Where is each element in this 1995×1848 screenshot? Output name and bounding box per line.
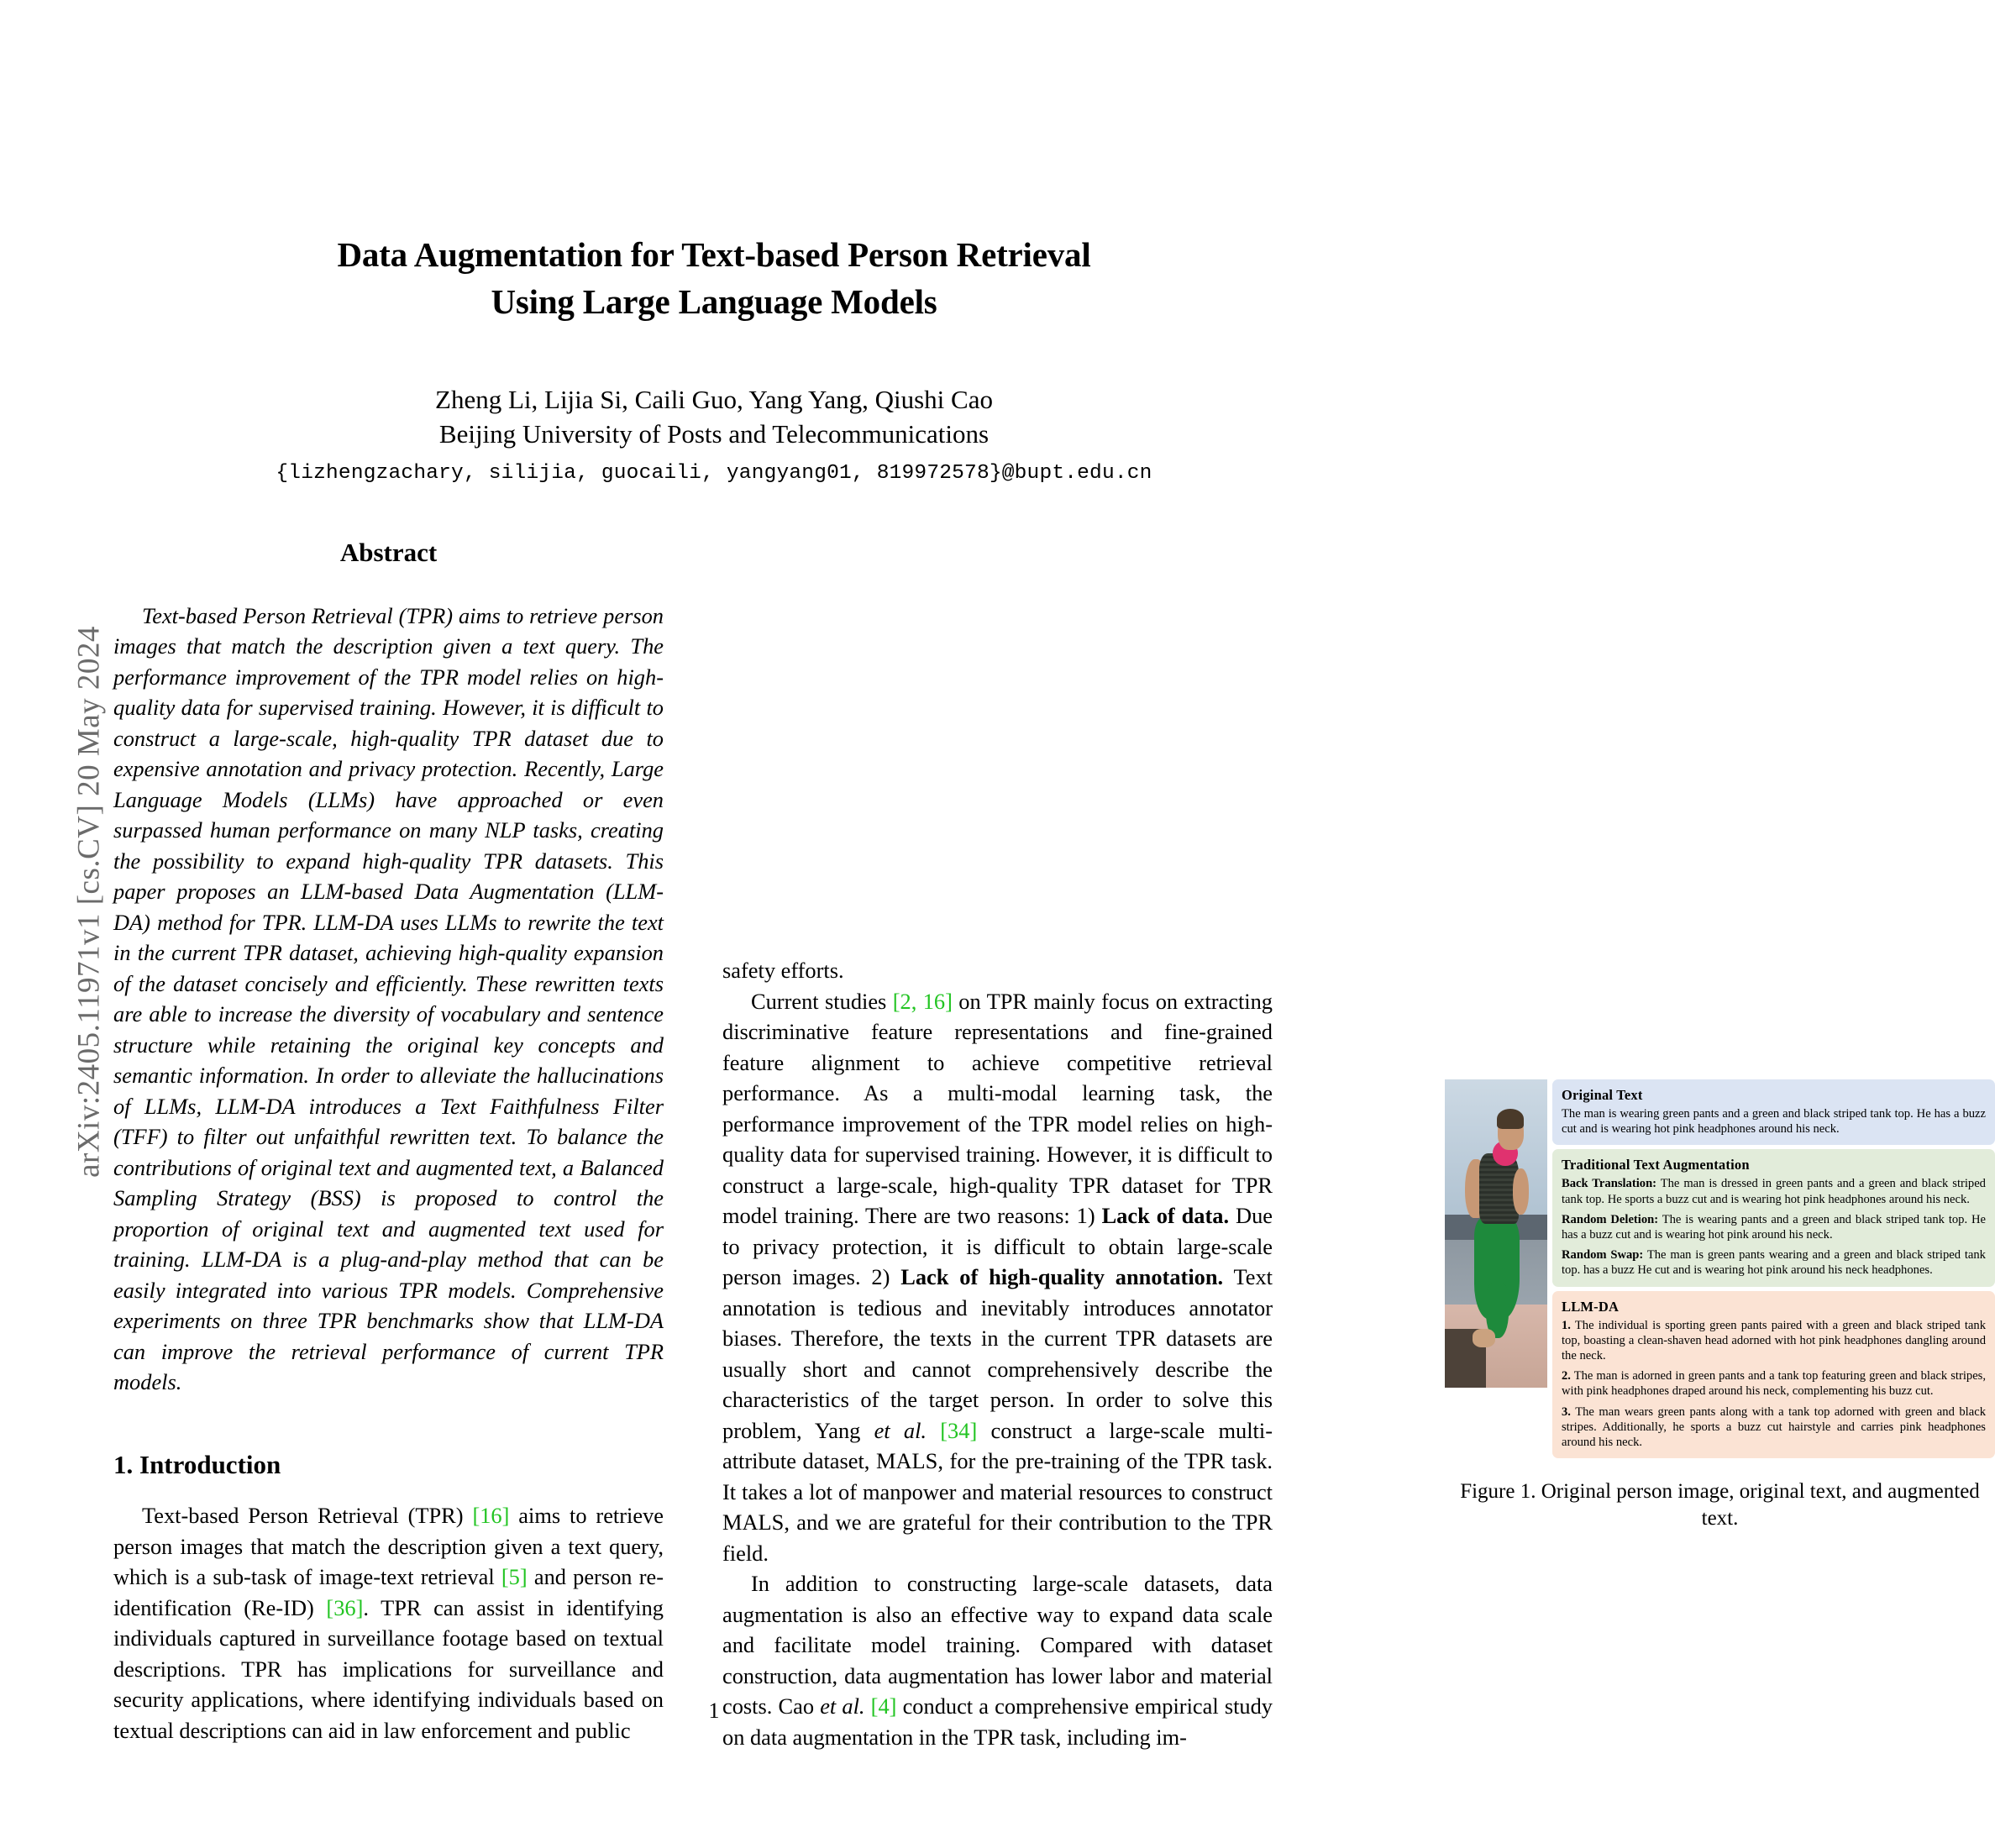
citation-ref[interactable]: [36] xyxy=(326,1594,364,1620)
body-text-run: Text-based Person Retrieval (TPR) xyxy=(142,1503,473,1528)
paper-title-line-2: Using Large Language Models xyxy=(491,282,937,321)
figure-panel-entry-label: 3. xyxy=(1562,1404,1571,1419)
figure-panel-entry-label: Random Swap: xyxy=(1562,1248,1644,1263)
emphasis-italic: et al. xyxy=(820,1693,865,1719)
body-text-run: . TPR can assist in identifying individuals captured in surveillance footage based on textual descriptions. TPR has implications for surveillance and security applications, where identifying individuals based on textual descriptions can aid in law enforcement and public xyxy=(113,1594,664,1743)
figure-panel-entry-label: 1. xyxy=(1562,1318,1571,1332)
paper-title xyxy=(176,231,1252,325)
abstract-heading: Abstract xyxy=(339,538,438,567)
figure-panel-entry-text: The is wearing pants and a green and black striped tank top. He has a buzz cut and is wearing hot pink around his neck. xyxy=(1562,1212,1986,1242)
figure-panel-title: Original Text xyxy=(1562,1087,1643,1103)
figure-panel-entry-text: The individual is sporting green pants paired with a green and black striped tank top, boasting a clean-shaven head adorned with hot pink headphones dangling around the neck. xyxy=(1562,1318,1986,1363)
figure-panel-entry xyxy=(1562,1247,1986,1278)
person-image xyxy=(1445,1079,1547,1388)
author-emails: {lizhengzachary, silijia, guocaili, yangyang01, 819972578}@bupt.edu.cn xyxy=(276,462,1152,485)
figure-panel-entry xyxy=(1562,1404,1986,1451)
figure-panel-entry-label: Back Translation: xyxy=(1562,1177,1657,1191)
body-text-run: aims to retrieve person images that match the description given a text query, which is a sub-task of image-text retrieval xyxy=(113,1503,664,1589)
figure-panel-entry-text: The man is dressed in green pants and a green and black striped tank top. He sports a buzz cut and is wearing hot pink headphones around his neck. xyxy=(1562,1177,1986,1206)
body-text-run xyxy=(927,1418,940,1443)
emphasis-italic: et al. xyxy=(874,1417,927,1443)
citation-ref[interactable]: [5] xyxy=(501,1564,528,1589)
photo-foot xyxy=(1473,1329,1495,1347)
figure-spacer xyxy=(722,538,1273,955)
body-text-run: on TPR mainly focus on extracting discriminative feature representations and fine-grained feature alignment to achieve competitive retrieval performance. As a multi-modal learning task, the performance improvement of the TPR model relies on high-quality data for supervised training. However, it is difficult to construct a large-scale, high-quality TPR dataset for TPR model training. There are two reasons: 1) xyxy=(722,988,1273,1228)
figure-caption: Figure 1. Original person image, original text, and augmented text. xyxy=(1460,1480,1980,1530)
figure-panel-entry-text: The man is wearing green pants and a green and black striped tank top. He has a buzz cut and is wearing hot pink headphones around his neck. xyxy=(1562,1107,1986,1137)
figure-panel-entry xyxy=(1562,1368,1986,1399)
figure-panel-entry-text: The man is adorned in green pants and a tank top featuring green and black stripes, with pink headphones draped around his neck, complementing his buzz cut. xyxy=(1562,1369,1986,1399)
figure-panel-entry xyxy=(1562,1212,1986,1242)
paper-title-line-1: Data Augmentation for Text-based Person Retrieval xyxy=(337,235,1091,274)
photo-arm-back xyxy=(1513,1168,1530,1215)
figure-panel-title: LLM-DA xyxy=(1562,1298,1620,1315)
figure-panel-title: Traditional Text Augmentation xyxy=(1562,1157,1750,1173)
figure-panel-entry-label: Random Deletion: xyxy=(1562,1212,1659,1226)
body-text-run: Text annotation is tedious and inevitably introduces annotator biases. Therefore, the texts in the current TPR datasets are usually short and cannot comprehensively describe the characteristics of the target person. In order to solve this problem, Yang xyxy=(722,1264,1273,1443)
body-text-run: and person re-identification (Re-ID) xyxy=(113,1564,664,1620)
figure-panel-entry xyxy=(1562,1318,1986,1364)
emphasis-bold: Lack of data. xyxy=(1101,1203,1230,1228)
figure-panel xyxy=(1552,1079,1995,1145)
introduction-paragraph-2 xyxy=(722,986,1273,1569)
author-block xyxy=(176,382,1252,491)
figure-text-panels xyxy=(1552,1079,1995,1458)
author-names: Zheng Li, Lijia Si, Caili Guo, Yang Yang, Qiushi Cao xyxy=(435,385,993,414)
citation-ref[interactable]: [2, 16] xyxy=(892,988,953,1014)
body-text-run: safety efforts. xyxy=(722,958,844,983)
left-column xyxy=(113,538,664,1746)
body-text-run: construct a large-scale multi-attribute dataset, MALS, for the pre-training of the TPR task. It takes a lot of manpower and material resources to construct MALS, and we are grateful for their contribution to the TPR field. xyxy=(722,1417,1273,1566)
arxiv-identifier-stamp: arXiv:2405.11971v1 [cs.CV] 20 May 2024 xyxy=(71,626,107,1178)
introduction-paragraph-1-continued xyxy=(722,955,1273,986)
introduction-heading: 1. Introduction xyxy=(113,1449,281,1479)
figure-1 xyxy=(1445,1079,1995,1532)
introduction-paragraph-3 xyxy=(722,1568,1273,1752)
figure-panel-entry xyxy=(1562,1176,1986,1206)
citation-ref[interactable]: [4] xyxy=(870,1693,897,1719)
emphasis-bold: Lack of high-quality annotation. xyxy=(900,1264,1224,1289)
citation-ref[interactable]: [16] xyxy=(472,1503,510,1528)
right-column xyxy=(722,538,1986,1752)
page-number: 1 xyxy=(708,1698,720,1723)
body-text-run: Due to privacy protection, it is difficult to obtain large-scale person images. 2) xyxy=(722,1203,1273,1289)
figure-panel xyxy=(1552,1149,1995,1286)
figure-panel xyxy=(1552,1291,1995,1459)
figure-panel-entry-text: The man wears green pants along with a tank top adorned with green and black stripes. Additionally, he sports a buzz cut hairstyle and carries pink headphones around his neck. xyxy=(1562,1404,1986,1450)
figure-panel-entry xyxy=(1562,1106,1986,1137)
author-affiliation: Beijing University of Posts and Telecommunications xyxy=(438,419,990,449)
figure-panel-entry-label: 2. xyxy=(1562,1369,1571,1383)
body-text-run: conduct a comprehensive empirical study on data augmentation in the TPR task, including im- xyxy=(722,1693,1273,1750)
abstract-text: Text-based Person Retrieval (TPR) aims to retrieve person images that match the description given a text query. The performance improvement of the TPR model relies on high-quality data for supervised training. However, it is difficult to construct a large-scale, high-quality TPR dataset due to expensive annotation and privacy protection. Recently, Large Language Models (LLMs) have approached or even surpassed human performance on many NLP tasks, creating the possibility to expand high-quality TPR datasets. This paper proposes an LLM-based Data Augmentation (LLM-DA) method for TPR. LLM-DA uses LLMs to rewrite the text in the current TPR dataset, achieving high-quality expansion of the dataset concisely and efficiently. These rewritten texts are able to increase the diversity of vocabulary and sentence structure while retaining the original key concepts and semantic information. In order to alleviate the hallucinations of LLMs, LLM-DA introduces a Text Faithfulness Filter (TFF) to filter out unfaithful rewritten text. To balance the contributions of original text and augmented text, a Balanced Sampling Strategy (BSS) is proposed to control the proportion of original text and augmented text used for training. LLM-DA is a plug-and-play method that can be easily integrated into various TPR models. Comprehensive experiments on three TPR benchmarks show that LLM-DA can improve the retrieval performance of current TPR models. xyxy=(113,602,664,1394)
photo-buzz-cut-hair xyxy=(1497,1109,1524,1129)
figure-content-row xyxy=(1445,1079,1995,1458)
body-text-run: In addition to constructing large-scale datasets, data augmentation is also an effective way to expand data scale and facilitate model training. Compared with dataset construction, data augmentation has lower labor and material costs. Cao xyxy=(722,1571,1273,1719)
body-text-run: Current studies xyxy=(751,988,893,1014)
citation-ref[interactable]: [34] xyxy=(940,1417,978,1443)
figure-panel-entry-text: The man is green pants wearing and a green and black striped tank top. has a buzz He cut and is wearing hot pink around his neck headphones. xyxy=(1562,1248,1986,1278)
